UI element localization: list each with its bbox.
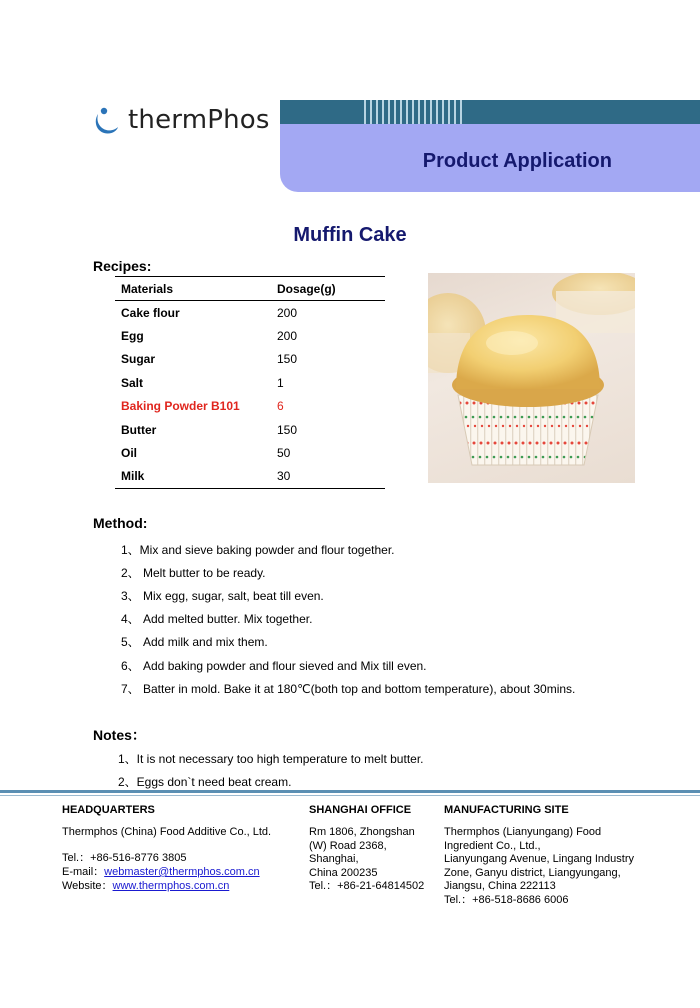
shanghai-address-line: (W) Road 2368, [309, 839, 387, 852]
method-step: 6、 Add baking powder and flour sieved and Mix till even. [121, 659, 427, 673]
table-row [115, 418, 385, 441]
shanghai-address-line: Shanghai, [309, 853, 359, 865]
recipe-table [115, 276, 385, 489]
table-row [115, 301, 385, 324]
website-link[interactable]: www.thermphos.com.cn [112, 880, 230, 892]
footer-divider [0, 790, 700, 793]
method-step: 1、Mix and sieve baking powder and flour together. [121, 543, 395, 557]
method-step: 2、 Melt butter to be ready. [121, 566, 266, 580]
banner [280, 124, 700, 192]
manufacturing-address-line: Zone, Ganyu district, Liangyungang, [444, 866, 621, 879]
column-header-dosage: Dosage(g) [277, 281, 336, 296]
table-row [115, 441, 385, 464]
dosage-cell: 150 [277, 352, 298, 367]
manufacturing-address-line: Jiangsu, China 222113 [444, 880, 556, 892]
manufacturing-tel: Tel.：+86-518-8686 6006 [444, 893, 569, 906]
headquarters-website [62, 880, 229, 894]
material-cell: Egg [121, 329, 144, 344]
page-title: Muffin Cake [293, 224, 407, 246]
email-label: E-mail： [62, 866, 105, 878]
muffin-photo [428, 273, 635, 483]
headquarters-tel: Tel.：+86-516-8776 3805 [62, 852, 187, 864]
banner-stripes [364, 100, 466, 124]
dosage-cell: 200 [277, 329, 298, 344]
website-label: Website： [62, 880, 113, 892]
method-step: 3、 Mix egg, sugar, salt, beat till even. [121, 589, 324, 603]
method-step: 7、 Batter in mold. Bake it at 180℃(both top and bottom temperature), about 30mins. [121, 682, 576, 696]
notes-label: Notes： [93, 727, 146, 743]
thermphos-logo-icon [92, 102, 122, 138]
table-row [115, 348, 385, 371]
material-cell: Cake flour [121, 305, 180, 320]
headquarters-email [62, 866, 260, 880]
material-cell: Salt [121, 375, 144, 390]
dosage-cell: 6 [277, 399, 284, 414]
footer-divider-thin [0, 795, 700, 796]
material-cell: Baking Powder B101 [121, 399, 240, 414]
material-cell: Oil [121, 446, 138, 461]
brand-name: thermPhos [128, 105, 270, 135]
email-link[interactable]: webmaster@thermphos.com.cn [104, 866, 260, 878]
dosage-cell: 150 [277, 422, 298, 437]
note-item: 1、It is not necessary too high temperature to melt butter. [118, 752, 424, 766]
material-cell: Sugar [121, 352, 156, 367]
table-row-highlighted [115, 395, 385, 418]
manufacturing-heading: MANUFACTURING SITE [444, 804, 569, 816]
table-row [115, 465, 385, 488]
shanghai-address-line: China 200235 [309, 866, 378, 879]
method-step: 4、 Add melted butter. Mix together. [121, 612, 313, 626]
table-row [115, 371, 385, 394]
dosage-cell: 30 [277, 469, 291, 484]
manufacturing-address-line: Lianyungang Avenue, Lingang Industry [444, 853, 635, 865]
shanghai-address-line: Rm 1806, Zhongshan [309, 826, 415, 838]
material-cell: Milk [121, 469, 145, 484]
banner-title: Product Application [422, 150, 612, 172]
dosage-cell: 50 [277, 446, 291, 461]
brand-logo [92, 100, 270, 140]
column-header-materials: Materials [121, 281, 174, 296]
recipes-label: Recipes: [93, 258, 152, 274]
method-step: 5、 Add milk and mix them. [121, 635, 268, 649]
table-row [115, 324, 385, 347]
banner-stripe-bar [280, 100, 700, 124]
material-cell: Butter [121, 422, 157, 437]
note-item: 2、Eggs don`t need beat cream. [118, 775, 292, 789]
headquarters-heading: HEADQUARTERS [62, 804, 155, 816]
manufacturing-address-line: Ingredient Co., Ltd., [444, 839, 541, 852]
dosage-cell: 200 [277, 305, 298, 320]
manufacturing-address-line: Thermphos (Lianyungang) Food [444, 826, 602, 838]
table-header-row [115, 277, 385, 301]
shanghai-heading: SHANGHAI OFFICE [309, 804, 412, 816]
dosage-cell: 1 [277, 375, 284, 390]
headquarters-company: Thermphos (China) Food Additive Co., Ltd. [62, 826, 272, 838]
method-label: Method: [93, 515, 148, 531]
shanghai-tel: Tel.：+86-21-64814502 [309, 880, 425, 892]
